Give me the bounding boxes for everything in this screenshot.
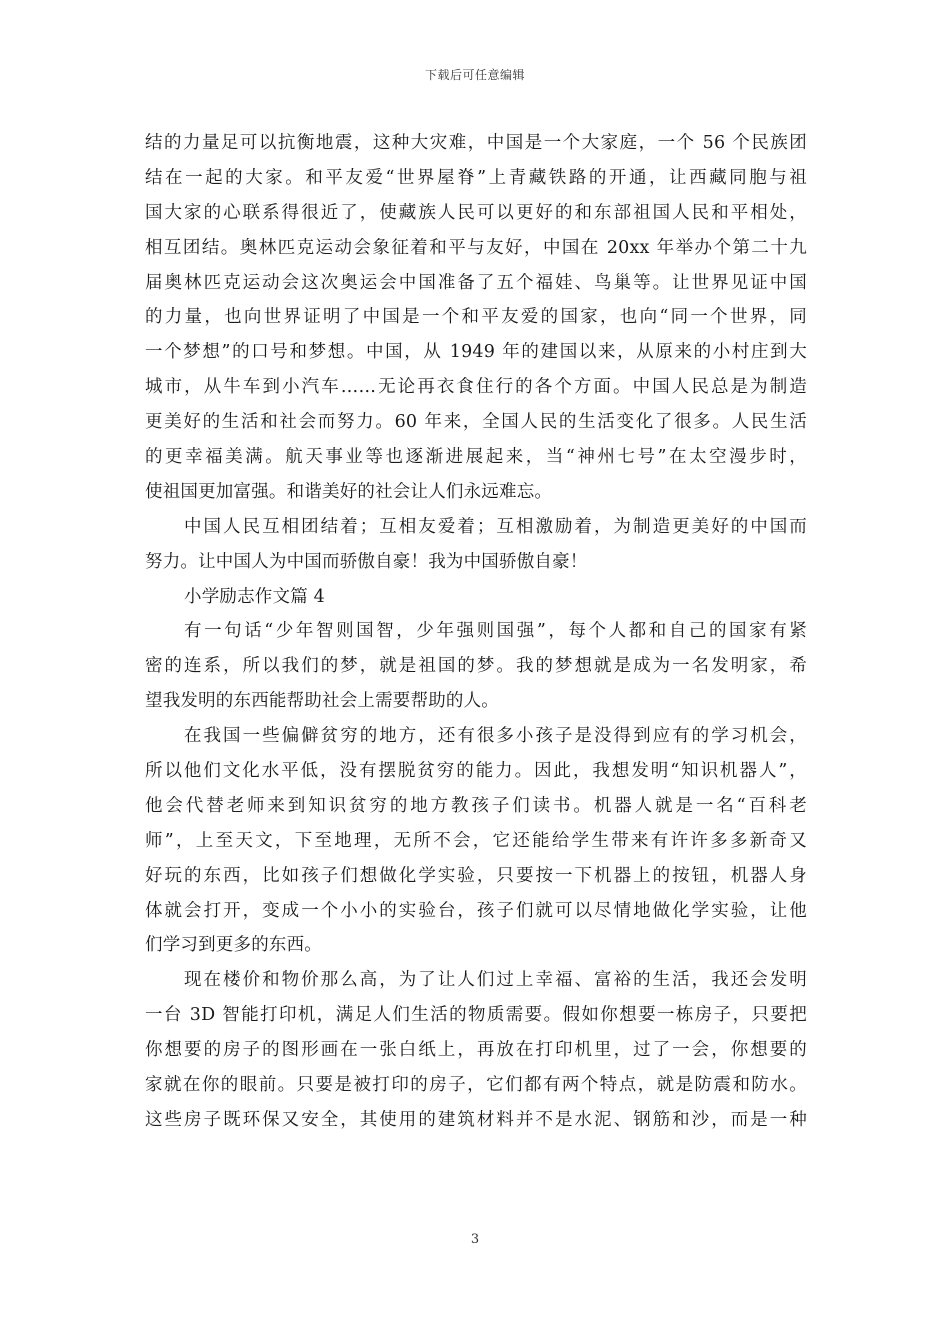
text-line: 城市，从牛车到小汽车……无论再衣食住行的各个方面。中国人民总是为制造	[145, 377, 807, 398]
page-header: 下载后可任意编辑	[424, 68, 525, 82]
paragraph	[145, 510, 807, 580]
text-line: 的更幸福美满。航天事业等也逐渐进展起来，当“神州七号”在太空漫步时，	[145, 447, 807, 468]
page-number: 3	[470, 1232, 480, 1247]
text-line: 结的力量足可以抗衡地震，这种大灾难，中国是一个大家庭，一个 56 个民族团	[145, 133, 807, 153]
text-line: 在我国一些偏僻贫穷的地方，还有很多小孩子是没得到应有的学习机会，	[184, 726, 807, 747]
text-line: 有一句话“少年智则国智，少年强则国强”，每个人都和自己的国家有紧	[184, 621, 807, 642]
text-line: 相互团结。奥林匹克运动会象征着和平与友好，中国在 20xx 年举办个第二十九	[145, 237, 807, 258]
paragraph	[145, 126, 807, 510]
text-line: 密的连系，所以我们的梦，就是祖国的梦。我的梦想就是成为一名发明家，希	[145, 656, 807, 677]
text-line: 的力量，也向世界证明了中国是一个和平友爱的国家，也向“同一个世界，同	[145, 307, 807, 328]
text-line: 们学习到更多的东西。	[145, 935, 322, 956]
text-line: 师”，上至天文，下至地理，无所不会，它还能给学生带来有许许多多新奇又	[145, 830, 807, 851]
text-line: 结在一起的大家。和平友爱“世界屋脊”上青藏铁路的开通，让西藏同胞与祖	[145, 167, 807, 188]
text-line: 现在楼价和物价那么高，为了让人们过上幸福、富裕的生活，我还会发明	[184, 970, 807, 991]
text-line: 这些房子既环保又安全，其使用的建筑材料并不是水泥、钢筋和沙，而是一种	[145, 1109, 807, 1130]
text-line: 他会代替老师来到知识贫穷的地方教孩子们读书。机器人就是一名“百科老	[145, 795, 807, 816]
text-line: 你想要的房子的图形画在一张白纸上，再放在打印机里，过了一会，你想要的	[145, 1040, 807, 1061]
paragraph	[145, 963, 807, 1137]
text-line: 体就会打开，变成一个小小的实验台，孩子们就可以尽情地做化学实验，让他	[145, 900, 807, 921]
paragraph	[145, 719, 807, 963]
text-line: 一台 3D 智能打印机，满足人们生活的物质需要。假如你想要一栋房子，只要把	[145, 1005, 807, 1026]
text-line: 使祖国更加富强。和谐美好的社会让人们永远难忘。	[145, 481, 553, 502]
text-line: 小学励志作文篇 4	[184, 586, 325, 607]
text-line: 一个梦想”的口号和梦想。中国，从 1949 年的建国以来，从原来的小村庄到大	[145, 342, 807, 363]
text-line: 好玩的东西，比如孩子们想做化学实验，只要按一下机器上的按钮，机器人身	[145, 865, 807, 886]
text-line: 所以他们文化水平低，没有摆脱贫穷的能力。因此，我想发明“知识机器人”，	[145, 761, 807, 782]
paragraph	[145, 614, 807, 719]
text-line: 届奥林匹克运动会这次奥运会中国准备了五个福娃、鸟巢等。让世界见证中国	[145, 272, 807, 293]
section-heading	[145, 580, 807, 615]
text-line: 更美好的生活和社会而努力。60 年来，全国人民的生活变化了很多。人民生活	[145, 412, 807, 433]
text-line: 努力。让中国人为中国而骄傲自豪！我为中国骄傲自豪！	[145, 551, 588, 572]
text-line: 国大家的心联系得很近了，使藏族人民可以更好的和东部祖国人民和平相处，	[145, 202, 807, 223]
text-line: 家就在你的眼前。只要是被打印的房子，它们都有两个特点，就是防震和防水。	[145, 1075, 807, 1096]
text-line: 望我发明的东西能帮助社会上需要帮助的人。	[145, 691, 499, 712]
document-body	[145, 126, 807, 1138]
text-line: 中国人民互相团结着；互相友爱着；互相激励着，为制造更美好的中国而	[184, 516, 807, 537]
